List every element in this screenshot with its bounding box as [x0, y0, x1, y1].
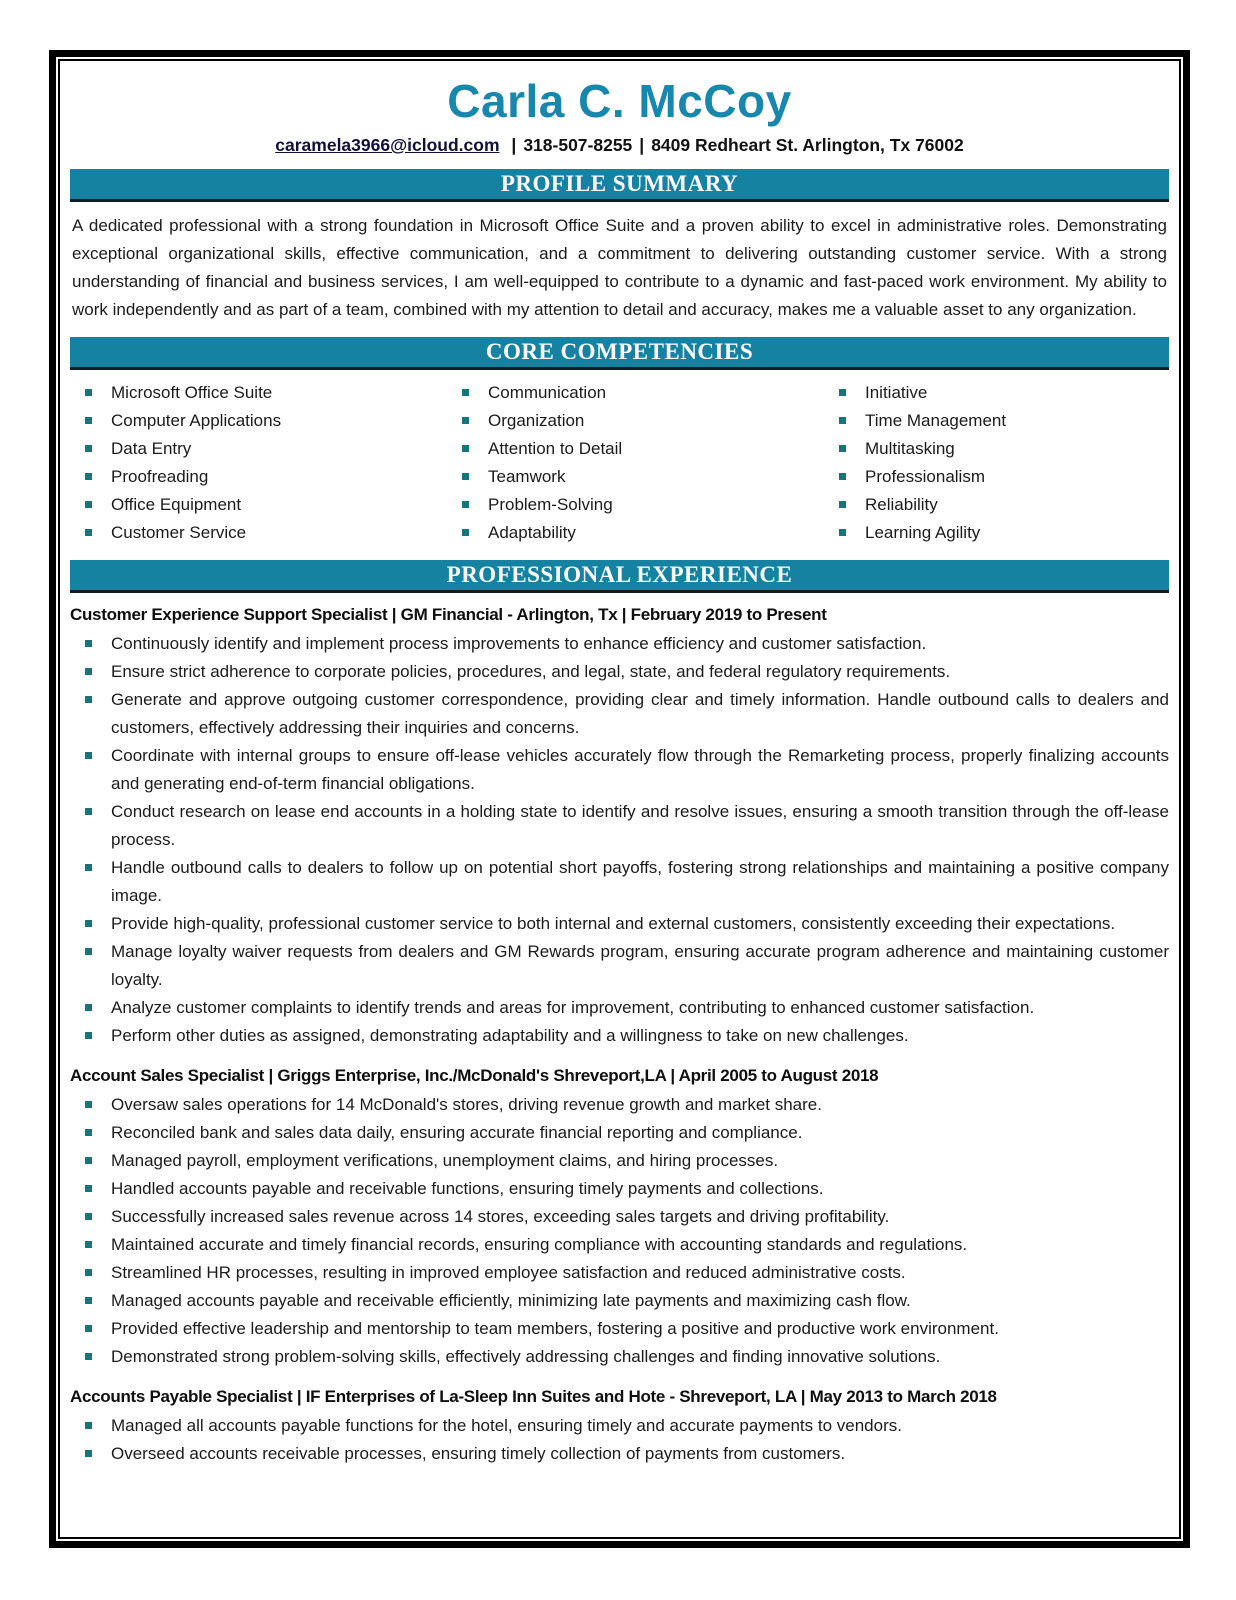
job-bullet: [70, 854, 1169, 910]
bullet-square-icon: [85, 389, 92, 396]
competency-label: Organization: [488, 411, 585, 430]
job-bullet-text: Handle outbound calls to dealers to follow up on potential short payoffs, fostering strong relationships and maintaining a positive company image.: [111, 858, 1169, 905]
candidate-name: Carla C. McCoy: [447, 75, 792, 127]
bullet-square-icon: [839, 529, 846, 536]
bullet-square-icon: [85, 808, 92, 815]
competencies-grid: [70, 379, 1169, 547]
job-bullet-list: [70, 1412, 1169, 1468]
job-bullet: [70, 1147, 1169, 1175]
job-bullet: [70, 658, 1169, 686]
job-bullet: [70, 686, 1169, 742]
bullet-square-icon: [85, 529, 92, 536]
competency-item: [70, 379, 447, 407]
competency-item: [70, 435, 447, 463]
contact-line: [70, 135, 1169, 156]
job-bullet-list: [70, 1091, 1169, 1371]
bullet-square-icon: [85, 1032, 92, 1039]
job-bullet: [70, 1175, 1169, 1203]
job-bullet-text: Ensure strict adherence to corporate policies, procedures, and legal, state, and federal regulatory requirements.: [111, 662, 951, 681]
bullet-square-icon: [462, 529, 469, 536]
bullet-square-icon: [85, 473, 92, 480]
job-bullet: [70, 938, 1169, 994]
bullet-square-icon: [85, 501, 92, 508]
bullet-square-icon: [85, 668, 92, 675]
competency-label: Problem-Solving: [488, 495, 613, 514]
job-heading: Accounts Payable Specialist | IF Enterprises of La-Sleep Inn Suites and Hote - Shreveport, LA | May 2013 to March 2018: [70, 1387, 997, 1406]
bullet-square-icon: [85, 1269, 92, 1276]
competency-label: Attention to Detail: [488, 439, 623, 458]
job-entry: [70, 1062, 1169, 1371]
competency-label: Time Management: [865, 411, 1007, 430]
competency-label: Communication: [488, 383, 607, 402]
competency-item: [824, 435, 1169, 463]
job-entry: [70, 601, 1169, 1050]
bullet-square-icon: [85, 1325, 92, 1332]
job-entry: [70, 1383, 1169, 1468]
bullet-square-icon: [85, 1353, 92, 1360]
bullet-square-icon: [85, 1213, 92, 1220]
job-bullet-text: Generate and approve outgoing customer correspondence, providing clear and timely information. Handle outbound calls to dealers and customers, effectively addressing their inquiries and concerns.: [111, 690, 1169, 737]
job-bullet-text: Demonstrated strong problem-solving skills, effectively addressing challenges and finding innovative solutions.: [111, 1347, 941, 1366]
competency-column-2: [447, 379, 824, 547]
competency-item: [824, 491, 1169, 519]
competency-label: Professionalism: [865, 467, 985, 486]
address-text: 8409 Redheart St. Arlington, Tx 76002: [651, 135, 964, 155]
bullet-square-icon: [85, 1157, 92, 1164]
competency-item: [447, 407, 824, 435]
bullet-square-icon: [839, 445, 846, 452]
job-bullet-text: Provide high-quality, professional customer service to both internal and external customers, consistently exceeding their expectations.: [111, 914, 1116, 933]
job-bullet: [70, 1203, 1169, 1231]
competency-label: Office Equipment: [111, 495, 242, 514]
job-bullet: [70, 910, 1169, 938]
document-frame: [49, 50, 1190, 1548]
section-header-professional-experience: PROFESSIONAL EXPERIENCE: [70, 560, 1169, 593]
job-heading: Account Sales Specialist | Griggs Enterprise, Inc./McDonald's Shreveport,LA | April 2005 to August 2018: [70, 1066, 879, 1085]
competency-item: [447, 519, 824, 547]
job-bullet-text: Oversaw sales operations for 14 McDonald's stores, driving revenue growth and market share.: [111, 1095, 822, 1114]
job-bullet-list: [70, 630, 1169, 1050]
job-bullet-text: Overseed accounts receivable processes, ensuring timely collection of payments from customers.: [111, 1444, 846, 1463]
competency-item: [447, 435, 824, 463]
job-bullet: [70, 1091, 1169, 1119]
competency-column-3: [824, 379, 1169, 547]
contact-separator: |: [511, 135, 517, 155]
job-bullet-text: Maintained accurate and timely financial records, ensuring compliance with accounting standards and regulations.: [111, 1235, 968, 1254]
job-bullet: [70, 994, 1169, 1022]
section-header-profile-summary: PROFILE SUMMARY: [70, 169, 1169, 202]
job-bullet-text: Coordinate with internal groups to ensure off-lease vehicles accurately flow through the Remarketing process, properly finalizing accounts and generating end-of-term financial obligations.: [111, 746, 1169, 793]
bullet-square-icon: [85, 1422, 92, 1429]
competency-item: [824, 519, 1169, 547]
job-heading: Customer Experience Support Specialist | GM Financial - Arlington, Tx | February 2019 to Present: [70, 605, 827, 624]
bullet-square-icon: [85, 445, 92, 452]
bullet-square-icon: [85, 417, 92, 424]
job-bullet-text: Managed all accounts payable functions for the hotel, ensuring timely and accurate payments to vendors.: [111, 1416, 902, 1435]
bullet-square-icon: [85, 920, 92, 927]
competency-label: Proofreading: [111, 467, 209, 486]
job-bullet-text: Analyze customer complaints to identify trends and areas for improvement, contributing to enhanced customer satisfaction.: [111, 998, 1035, 1017]
bullet-square-icon: [462, 473, 469, 480]
job-bullet-text: Reconciled bank and sales data daily, ensuring accurate financial reporting and compliance.: [111, 1123, 803, 1142]
competency-label: Customer Service: [111, 523, 247, 542]
bullet-square-icon: [462, 417, 469, 424]
bullet-square-icon: [839, 389, 846, 396]
competency-label: Microsoft Office Suite: [111, 383, 273, 402]
bullet-square-icon: [85, 864, 92, 871]
job-bullet-text: Handled accounts payable and receivable functions, ensuring timely payments and collections.: [111, 1179, 824, 1198]
job-bullet: [70, 1119, 1169, 1147]
competency-label: Learning Agility: [865, 523, 981, 542]
competency-item: [447, 491, 824, 519]
section-header-core-competencies: CORE COMPETENCIES: [70, 337, 1169, 370]
job-bullet-text: Successfully increased sales revenue across 14 stores, exceeding sales targets and driving profitability.: [111, 1207, 890, 1226]
job-bullet-text: Streamlined HR processes, resulting in improved employee satisfaction and reduced administrative costs.: [111, 1263, 906, 1282]
job-bullet: [70, 1412, 1169, 1440]
bullet-square-icon: [85, 1241, 92, 1248]
job-bullet: [70, 742, 1169, 798]
job-bullet: [70, 630, 1169, 658]
bullet-square-icon: [85, 752, 92, 759]
bullet-square-icon: [85, 1101, 92, 1108]
job-bullet-text: Perform other duties as assigned, demonstrating adaptability and a willingness to take on new challenges.: [111, 1026, 909, 1045]
competency-label: Computer Applications: [111, 411, 282, 430]
competency-item: [447, 463, 824, 491]
competency-item: [70, 491, 447, 519]
competency-item: [447, 379, 824, 407]
bullet-square-icon: [462, 389, 469, 396]
contact-separator: |: [639, 135, 645, 155]
bullet-square-icon: [85, 1450, 92, 1457]
job-bullet: [70, 1231, 1169, 1259]
bullet-square-icon: [85, 640, 92, 647]
competency-label: Data Entry: [111, 439, 192, 458]
bullet-square-icon: [462, 445, 469, 452]
job-bullet-text: Manage loyalty waiver requests from dealers and GM Rewards program, ensuring accurate program adherence and maintaining customer loyalty.: [111, 942, 1169, 989]
competency-label: Teamwork: [488, 467, 566, 486]
bullet-square-icon: [85, 1004, 92, 1011]
job-bullet-text: Managed accounts payable and receivable efficiently, minimizing late payments and maximizing cash flow.: [111, 1291, 911, 1310]
competency-item: [824, 379, 1169, 407]
competency-label: Adaptability: [488, 523, 576, 542]
bullet-square-icon: [85, 696, 92, 703]
profile-summary-text: A dedicated professional with a strong foundation in Microsoft Office Suite and a proven ability to excel in administrative roles. Demonstrating exceptional organizational skills, effective communication, and a commitment to delivering outstanding customer service. With a strong understanding of financial and business services, I am well-equipped to contribute to a dynamic and fast-paced work environment. My ability to work independently and as part of a team, combined with my attention to detail and accuracy, makes me a valuable asset to any organization.: [72, 216, 1167, 319]
competency-item: [824, 463, 1169, 491]
bullet-square-icon: [839, 473, 846, 480]
bullet-square-icon: [462, 501, 469, 508]
competency-column-1: [70, 379, 447, 547]
bullet-square-icon: [839, 417, 846, 424]
job-bullet-text: Conduct research on lease end accounts in a holding state to identify and resolve issues, ensuring a smooth transition through the off-lease process.: [111, 802, 1169, 849]
bullet-square-icon: [85, 948, 92, 955]
competency-item: [70, 463, 447, 491]
job-bullet: [70, 1259, 1169, 1287]
bullet-square-icon: [839, 501, 846, 508]
phone-number: 318-507-8255: [523, 135, 633, 155]
job-bullet: [70, 1315, 1169, 1343]
competency-item: [824, 407, 1169, 435]
job-bullet: [70, 1343, 1169, 1371]
bullet-square-icon: [85, 1129, 92, 1136]
bullet-square-icon: [85, 1297, 92, 1304]
competency-label: Reliability: [865, 495, 938, 514]
job-bullet-text: Provided effective leadership and mentorship to team members, fostering a positive and productive work environment.: [111, 1319, 999, 1338]
bullet-square-icon: [85, 1185, 92, 1192]
job-bullet-text: Managed payroll, employment verifications, unemployment claims, and hiring processes.: [111, 1151, 779, 1170]
experience-section: [70, 601, 1169, 1468]
competency-label: Multitasking: [865, 439, 955, 458]
job-bullet: [70, 1440, 1169, 1468]
job-bullet: [70, 1287, 1169, 1315]
competency-item: [70, 519, 447, 547]
competency-item: [70, 407, 447, 435]
job-bullet: [70, 798, 1169, 854]
job-bullet: [70, 1022, 1169, 1050]
document-frame-inner: [58, 59, 1181, 1539]
competency-label: Initiative: [865, 383, 928, 402]
email-link[interactable]: caramela3966@icloud.com: [275, 135, 500, 155]
job-bullet-text: Continuously identify and implement process improvements to enhance efficiency and customer satisfaction.: [111, 634, 927, 653]
